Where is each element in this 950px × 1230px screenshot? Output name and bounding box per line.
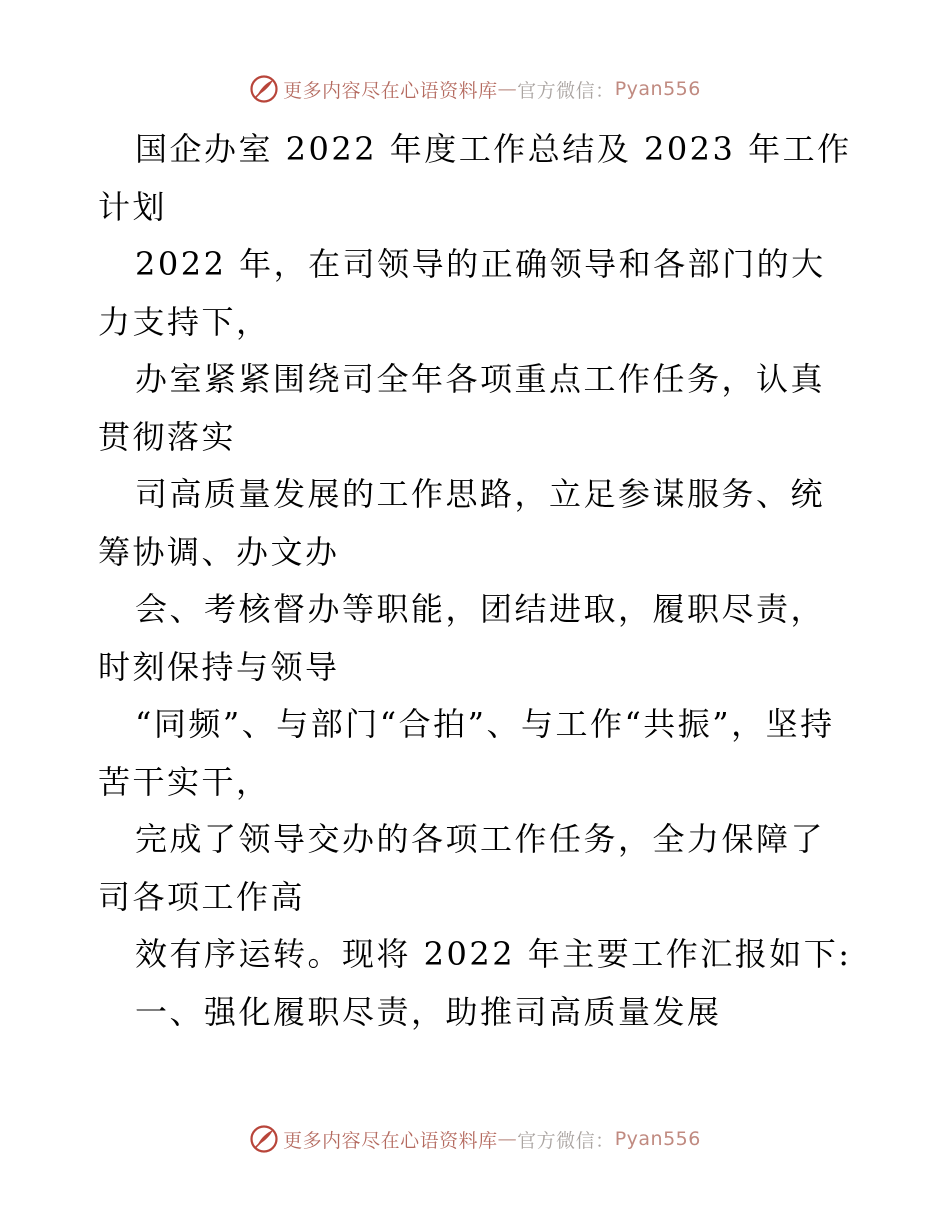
document-body [98,121,854,1041]
section-heading-1: 一、强化履职尽责，助推司高质量发展 [135,992,722,1031]
paragraph-5: “同频”、与部门“合拍”、与工作“共振”，坚持苦干实干， [98,705,835,801]
watermark-dash: — [497,1128,518,1150]
watermark-brand-text: 更多内容尽在心语资料库 [283,79,498,102]
footer-watermark [0,1124,950,1154]
paragraph-2: 办室紧紧围绕司全年各项重点工作任务，认真贯彻落实 [98,360,826,456]
paragraph-7: 效有序运转。现将 2022 年主要工作汇报如下: [135,935,852,973]
document-title: 国企办室 2022 年度工作总结及 2023 年工作计划 [98,130,852,226]
watermark-wechat-id: Pyan556 [614,78,701,100]
header-watermark [0,74,950,104]
feather-pen-logo-icon [249,1124,279,1154]
paragraph-3: 司高质量发展的工作思路，立足参谋服务、统筹协调、办文办 [98,475,826,571]
watermark-wechat-id: Pyan556 [614,1128,701,1150]
paragraph-6: 完成了领导交办的各项工作任务，全力保障了司各项工作高 [98,820,826,916]
paragraph-1: 2022 年，在司领导的正确领导和各部门的大力支持下， [98,245,826,341]
watermark-dash: — [497,78,518,100]
watermark-label: 官方微信： [517,79,615,102]
feather-pen-logo-icon [249,74,279,104]
paragraph-4: 会、考核督办等职能，团结进取，履职尽责，时刻保持与领导 [98,590,826,686]
watermark-brand-text: 更多内容尽在心语资料库 [283,1129,498,1152]
watermark-label: 官方微信： [517,1129,615,1152]
